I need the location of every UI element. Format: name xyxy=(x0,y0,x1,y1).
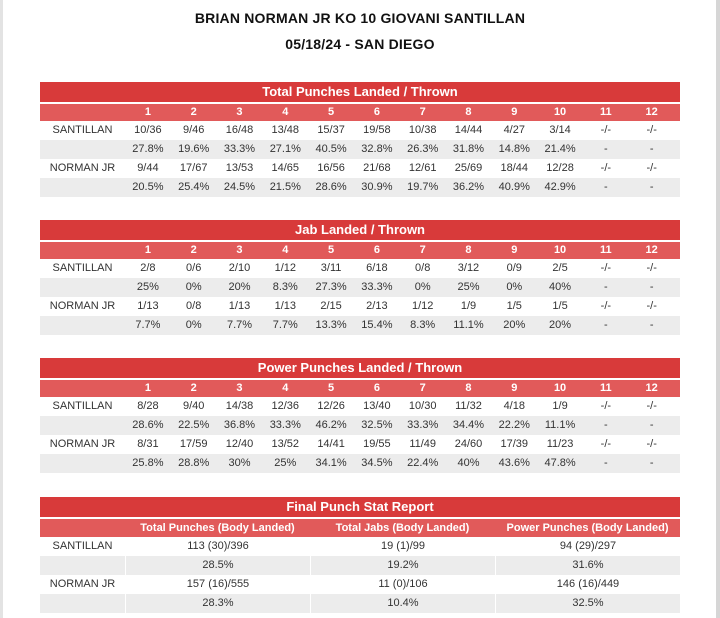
percentage-cell: 19.7% xyxy=(407,181,439,193)
round-number: 9 xyxy=(511,382,518,394)
round-number: 12 xyxy=(645,244,658,256)
count-cell: 9/40 xyxy=(182,400,205,412)
percentage-cell: - xyxy=(604,319,608,331)
percentage-cell: 25% xyxy=(274,457,297,469)
count-cell: 16/48 xyxy=(225,124,254,136)
count-cell: 17/59 xyxy=(179,438,208,450)
count-cell: 13/40 xyxy=(363,400,391,412)
percentage-cell: - xyxy=(604,181,608,193)
counts-row xyxy=(40,435,680,454)
percentage-cell: 28.8% xyxy=(178,457,210,469)
total-cell: 157 (16)/555 xyxy=(125,575,310,594)
count-cell: 13/53 xyxy=(225,162,254,174)
percentage-cell: - xyxy=(649,419,654,431)
fighter-name: NORMAN JR xyxy=(49,438,116,450)
round-number: 9 xyxy=(511,106,518,118)
fighter-name: SANTILLAN xyxy=(52,124,113,136)
count-cell: 21/68 xyxy=(363,162,391,174)
round-number: 11 xyxy=(600,106,612,118)
round-number: 11 xyxy=(600,382,612,394)
count-cell: 2/10 xyxy=(228,262,251,274)
round-header-blank xyxy=(40,380,125,397)
total-cell: 11 (0)/106 xyxy=(310,575,495,594)
percentage-cell: - xyxy=(649,181,654,193)
count-cell: 0/6 xyxy=(186,262,202,274)
percentage-cell: 27.1% xyxy=(269,143,301,155)
count-cell: 17/67 xyxy=(179,162,208,174)
count-cell: 0/8 xyxy=(415,262,431,274)
fighter-name: SANTILLAN xyxy=(52,540,113,552)
count-cell: 14/44 xyxy=(454,124,483,136)
column-header: Total Punches (Body Landed) xyxy=(140,522,295,534)
table-title: Power Punches Landed / Thrown xyxy=(40,358,680,378)
percentage-cell: 28.3% xyxy=(125,594,310,613)
percentage-cell: 25% xyxy=(136,281,159,293)
count-cell: 1/5 xyxy=(552,300,568,312)
count-cell: -/- xyxy=(600,438,612,450)
column-header: Power Punches (Body Landed) xyxy=(506,522,669,534)
count-cell: 4/27 xyxy=(503,124,525,136)
percentage-label-blank xyxy=(40,278,125,297)
round-number: 1 xyxy=(144,244,151,256)
percentage-cell: 22.4% xyxy=(407,457,439,469)
percentage-cell: 7.7% xyxy=(226,319,253,331)
percentage-cell: - xyxy=(604,143,608,155)
percentage-row xyxy=(40,556,680,575)
round-number: 7 xyxy=(419,382,426,394)
percentage-cell: 28.5% xyxy=(125,556,310,575)
count-cell: -/- xyxy=(646,124,657,136)
round-header-row xyxy=(40,380,680,397)
count-cell: 12/36 xyxy=(271,400,300,412)
percentage-cell: 43.6% xyxy=(498,457,530,469)
percentage-cell: 28.6% xyxy=(315,181,347,193)
count-cell: 24/60 xyxy=(454,438,483,450)
count-cell: 10/36 xyxy=(134,124,162,136)
total-cell: 146 (16)/449 xyxy=(495,575,680,594)
count-cell: 1/13 xyxy=(137,300,159,312)
round-header-blank xyxy=(40,104,125,121)
percentage-cell: 34.5% xyxy=(361,457,393,469)
percentage-row xyxy=(40,454,680,473)
count-cell: 18/44 xyxy=(500,162,529,174)
percentage-cell: 40% xyxy=(457,457,480,469)
percentage-cell: 34.4% xyxy=(452,419,485,431)
count-cell: 25/69 xyxy=(454,162,483,174)
percentage-label-blank xyxy=(40,454,125,473)
percentage-cell: 32.8% xyxy=(361,143,393,155)
fighter-name: NORMAN JR xyxy=(49,578,116,590)
percentage-cell: 20.5% xyxy=(132,181,164,193)
column-header: Total Jabs (Body Landed) xyxy=(335,522,470,534)
percentage-cell: 8.3% xyxy=(410,319,436,331)
percentage-cell: 0% xyxy=(185,319,202,331)
percentage-cell: 31.8% xyxy=(452,143,485,155)
count-cell: 1/12 xyxy=(274,262,296,274)
percentage-cell: - xyxy=(649,143,654,155)
counts-row xyxy=(40,259,680,278)
round-number: 3 xyxy=(236,106,243,118)
percentage-cell: 47.8% xyxy=(544,457,576,469)
count-cell: 9/44 xyxy=(137,162,159,174)
final-punch-stat-table xyxy=(40,497,680,613)
count-cell: 3/11 xyxy=(320,262,342,274)
totals-row xyxy=(40,537,680,556)
count-cell: 4/18 xyxy=(503,400,525,412)
table-title: Jab Landed / Thrown xyxy=(40,220,680,240)
round-number: 4 xyxy=(282,244,289,256)
count-cell: 13/48 xyxy=(271,124,300,136)
count-cell: 12/26 xyxy=(317,400,345,412)
percentage-cell: - xyxy=(649,457,654,469)
right-edge-shadow xyxy=(716,0,720,618)
count-cell: 10/30 xyxy=(408,400,437,412)
percentage-cell: 14.8% xyxy=(498,143,530,155)
percentage-cell: 36.2% xyxy=(452,181,485,193)
percentage-label-blank xyxy=(40,416,125,435)
count-cell: 1/13 xyxy=(228,300,251,312)
counts-row xyxy=(40,121,680,140)
percentage-cell: 33.3% xyxy=(269,419,301,431)
percentage-cell: 0% xyxy=(185,281,202,293)
count-cell: -/- xyxy=(646,162,657,174)
percentage-cell: 11.1% xyxy=(453,319,484,331)
count-cell: 12/40 xyxy=(225,438,254,450)
count-cell: 9/46 xyxy=(182,124,205,136)
fighter-name: SANTILLAN xyxy=(52,262,113,274)
percentage-cell: 21.4% xyxy=(544,143,576,155)
percentage-cell: 30% xyxy=(228,457,251,469)
column-header-row xyxy=(40,519,680,537)
column-header-blank xyxy=(40,519,125,537)
power-punches-table xyxy=(40,358,680,473)
percentage-label-blank xyxy=(40,594,125,613)
percentage-cell: 40.9% xyxy=(498,181,530,193)
percentage-cell: 10.4% xyxy=(310,594,495,613)
round-number: 8 xyxy=(465,106,472,118)
percentage-cell: 24.5% xyxy=(223,181,256,193)
round-number: 5 xyxy=(328,244,335,256)
count-cell: 16/56 xyxy=(317,162,345,174)
counts-row xyxy=(40,159,680,178)
round-number: 12 xyxy=(645,106,658,118)
count-cell: 11/49 xyxy=(409,438,437,450)
round-number: 1 xyxy=(144,382,151,394)
percentage-cell: 0% xyxy=(414,281,431,293)
count-cell: 17/39 xyxy=(500,438,529,450)
percentage-cell: 15.4% xyxy=(361,319,393,331)
percentage-cell: 40% xyxy=(549,281,572,293)
percentage-cell: 36.8% xyxy=(223,419,256,431)
percentage-cell: - xyxy=(604,281,608,293)
count-cell: 11/23 xyxy=(546,438,574,450)
percentage-cell: 28.6% xyxy=(132,419,164,431)
count-cell: 1/12 xyxy=(411,300,434,312)
round-number: 7 xyxy=(419,106,426,118)
count-cell: 14/38 xyxy=(225,400,254,412)
percentage-row xyxy=(40,178,680,197)
percentage-cell: 42.9% xyxy=(544,181,576,193)
count-cell: 2/8 xyxy=(140,262,156,274)
round-number: 6 xyxy=(373,106,380,118)
counts-row xyxy=(40,397,680,416)
round-number: 6 xyxy=(373,244,380,256)
count-cell: 1/9 xyxy=(552,400,568,412)
percentage-cell: 19.6% xyxy=(178,143,210,155)
count-cell: 15/37 xyxy=(317,124,345,136)
percentage-cell: 34.1% xyxy=(315,457,347,469)
percentage-row xyxy=(40,416,680,435)
count-cell: 0/8 xyxy=(186,300,202,312)
percentage-cell: 27.8% xyxy=(132,143,164,155)
count-cell: 2/15 xyxy=(320,300,342,312)
count-cell: 12/28 xyxy=(546,162,574,174)
count-cell: -/- xyxy=(600,162,612,174)
percentage-row xyxy=(40,278,680,297)
round-number: 3 xyxy=(236,244,243,256)
percentage-cell: 31.6% xyxy=(495,556,680,575)
count-cell: 2/13 xyxy=(366,300,388,312)
count-cell: -/- xyxy=(600,400,612,412)
count-cell: -/- xyxy=(600,300,612,312)
count-cell: -/- xyxy=(600,262,612,274)
percentage-cell: 20% xyxy=(228,281,251,293)
percentage-cell: 8.3% xyxy=(272,281,298,293)
percentage-label-blank xyxy=(40,140,125,159)
round-number: 1 xyxy=(144,106,151,118)
percentage-cell: 22.2% xyxy=(498,419,530,431)
round-number: 5 xyxy=(328,106,335,118)
count-cell: -/- xyxy=(646,438,657,450)
percentage-cell: 26.3% xyxy=(407,143,439,155)
percentage-cell: 32.5% xyxy=(495,594,680,613)
round-number: 8 xyxy=(465,382,472,394)
count-cell: 1/5 xyxy=(506,300,522,312)
fighter-name: SANTILLAN xyxy=(52,400,113,412)
percentage-cell: 0% xyxy=(506,281,523,293)
count-cell: 11/32 xyxy=(455,400,482,412)
count-cell: 8/31 xyxy=(137,438,159,450)
count-cell: 10/38 xyxy=(408,124,437,136)
percentage-cell: 11.1% xyxy=(544,419,576,431)
table-title: Final Punch Stat Report xyxy=(40,497,680,517)
round-number: 10 xyxy=(553,106,567,118)
count-cell: 14/41 xyxy=(317,438,345,450)
total-punches-table xyxy=(40,82,680,197)
left-edge-shadow xyxy=(0,0,3,618)
round-number: 2 xyxy=(190,244,197,256)
round-number: 2 xyxy=(190,106,197,118)
count-cell: 19/58 xyxy=(363,124,391,136)
percentage-cell: 25.4% xyxy=(178,181,210,193)
percentage-label-blank xyxy=(40,316,125,335)
percentage-cell: 7.7% xyxy=(135,319,161,331)
total-cell: 113 (30)/396 xyxy=(125,537,310,556)
round-number: 9 xyxy=(511,244,518,256)
total-cell: 19 (1)/99 xyxy=(310,537,495,556)
percentage-cell: 33.3% xyxy=(223,143,256,155)
count-cell: -/- xyxy=(646,400,657,412)
count-cell: 13/52 xyxy=(271,438,300,450)
percentage-cell: 22.5% xyxy=(178,419,210,431)
percentage-label-blank xyxy=(40,178,125,197)
round-number: 6 xyxy=(373,382,380,394)
count-cell: 8/28 xyxy=(137,400,159,412)
percentage-cell: - xyxy=(649,281,654,293)
percentage-label-blank xyxy=(40,556,125,575)
round-number: 8 xyxy=(465,244,472,256)
total-cell: 94 (29)/297 xyxy=(495,537,680,556)
round-header-row xyxy=(40,104,680,121)
fighter-name: NORMAN JR xyxy=(49,162,116,174)
count-cell: 3/12 xyxy=(457,262,480,274)
percentage-cell: 32.5% xyxy=(361,419,393,431)
round-number: 12 xyxy=(645,382,658,394)
percentage-cell: 19.2% xyxy=(310,556,495,575)
round-header-blank xyxy=(40,242,125,259)
count-cell: 12/61 xyxy=(408,162,437,174)
fighter-name: NORMAN JR xyxy=(49,300,116,312)
percentage-cell: 40.5% xyxy=(315,143,347,155)
count-cell: -/- xyxy=(646,300,657,312)
count-cell: 1/9 xyxy=(460,300,477,312)
percentage-cell: 20% xyxy=(549,319,572,331)
percentage-cell: 30.9% xyxy=(361,181,393,193)
count-cell: -/- xyxy=(600,124,612,136)
round-number: 10 xyxy=(553,244,567,256)
percentage-cell: 27.3% xyxy=(315,281,347,293)
counts-row xyxy=(40,297,680,316)
round-number: 7 xyxy=(419,244,426,256)
percentage-cell: 25% xyxy=(457,281,480,293)
round-header-row xyxy=(40,242,680,259)
percentage-cell: 33.3% xyxy=(407,419,439,431)
count-cell: -/- xyxy=(646,262,657,274)
percentage-row xyxy=(40,140,680,159)
count-cell: 14/65 xyxy=(271,162,300,174)
percentage-row xyxy=(40,594,680,613)
totals-row xyxy=(40,575,680,594)
percentage-cell: 20% xyxy=(503,319,526,331)
fight-title: BRIAN NORMAN JR KO 10 GIOVANI SANTILLAN xyxy=(194,10,526,26)
count-cell: 6/18 xyxy=(366,262,388,274)
table-title: Total Punches Landed / Thrown xyxy=(40,82,680,102)
percentage-cell: 25.8% xyxy=(132,457,164,469)
count-cell: 0/9 xyxy=(506,262,522,274)
percentage-cell: 33.3% xyxy=(361,281,393,293)
round-number: 4 xyxy=(282,382,289,394)
round-number: 10 xyxy=(553,382,567,394)
percentage-cell: 13.3% xyxy=(315,319,347,331)
percentage-cell: - xyxy=(649,319,654,331)
count-cell: 1/13 xyxy=(274,300,296,312)
round-number: 4 xyxy=(282,106,289,118)
count-cell: 3/14 xyxy=(549,124,571,136)
round-number: 2 xyxy=(190,382,197,394)
round-number: 11 xyxy=(600,244,612,256)
fight-date-location: 05/18/24 - SAN DIEGO xyxy=(285,36,435,52)
percentage-cell: 46.2% xyxy=(315,419,347,431)
percentage-cell: 7.7% xyxy=(272,319,298,331)
count-cell: 19/55 xyxy=(363,438,391,450)
round-number: 5 xyxy=(328,382,335,394)
percentage-cell: 21.5% xyxy=(269,181,301,193)
percentage-cell: - xyxy=(604,457,608,469)
percentage-row xyxy=(40,316,680,335)
count-cell: 2/5 xyxy=(552,262,568,274)
percentage-cell: - xyxy=(604,419,608,431)
jab-table xyxy=(40,220,680,335)
round-number: 3 xyxy=(236,382,243,394)
